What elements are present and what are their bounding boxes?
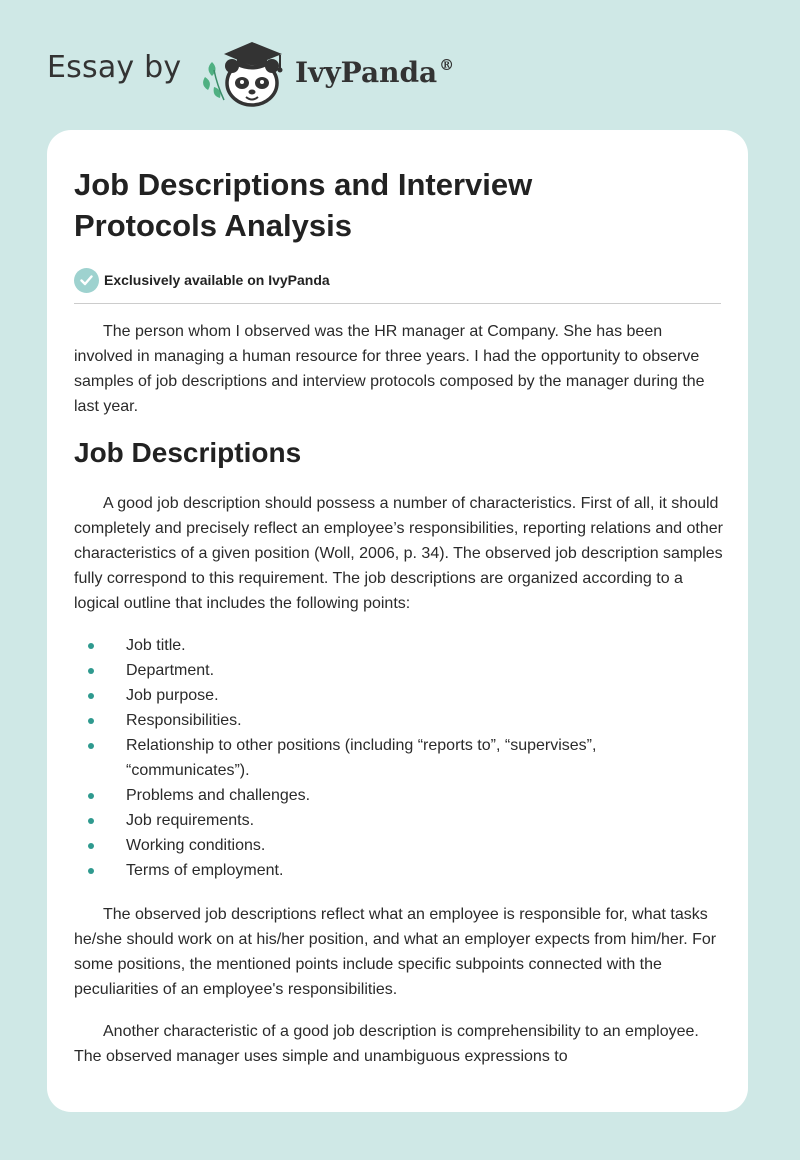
list-item: Responsibilities.	[74, 708, 724, 733]
article-title: Job Descriptions and Interview Protocols Analysis	[74, 167, 533, 243]
list-item: Job requirements.	[74, 808, 724, 833]
panda-graduate-icon	[202, 36, 294, 108]
list-item: Job purpose.	[74, 683, 724, 708]
bullet-icon	[88, 668, 94, 674]
exclusive-badge	[74, 266, 721, 294]
bullet-icon	[88, 868, 94, 874]
brand-name: IvyPanda ®	[295, 56, 455, 89]
article-body	[74, 319, 724, 1069]
divider	[74, 303, 721, 304]
bullet-icon	[88, 718, 94, 724]
paragraph: The observed job descriptions reflect what an employee is responsible for, what tasks he/she should work on at his/her position, and what an employer expects from him/her. For some positions, the mentioned points include specific subpoints connected with the peculiarities of an employee's responsibilities.	[74, 906, 717, 998]
article-card	[47, 130, 748, 1112]
bullet-icon	[88, 693, 94, 699]
list-item: Department.	[74, 658, 724, 683]
list-item: Working conditions.	[74, 833, 724, 858]
list-item: Terms of employment.	[74, 858, 724, 883]
exclusive-label: Exclusively available on IvyPanda	[104, 272, 330, 288]
intro-paragraph: The person whom I observed was the HR manager at Company. She has been involved in managing a human resource for three years. I had the opportunity to observe samples of job descriptions and interview protocols composed by the manager during the last year.	[74, 323, 705, 415]
bullet-icon	[88, 643, 94, 649]
bullet-icon	[88, 793, 94, 799]
bullet-icon	[88, 843, 94, 849]
list-item: Problems and challenges.	[74, 783, 724, 808]
section-heading: Job Descriptions	[74, 437, 302, 468]
list-item: Job title.	[74, 633, 724, 658]
bullet-icon	[88, 818, 94, 824]
paragraph: A good job description should possess a number of characteristics. First of all, it should completely and precisely reflect an employee’s responsibilities, reporting relations and other characteristics of a given position (Woll, 2006, p. 34). The observed job description samples fully correspond to this requirement. The job descriptions are organized according to a logical outline that includes the following points:	[74, 495, 723, 612]
check-icon	[74, 268, 99, 293]
bullet-list	[74, 633, 724, 883]
brand-prefix: Essay by	[47, 50, 182, 85]
list-item: Relationship to other positions (including “reports to”, “supervises”, “communicates”).	[74, 733, 724, 783]
brand-header[interactable]	[47, 36, 507, 116]
paragraph: Another characteristic of a good job description is comprehensibility to an employee. The observed manager uses simple and unambiguous expressions to	[74, 1023, 699, 1065]
bullet-icon	[88, 743, 94, 749]
